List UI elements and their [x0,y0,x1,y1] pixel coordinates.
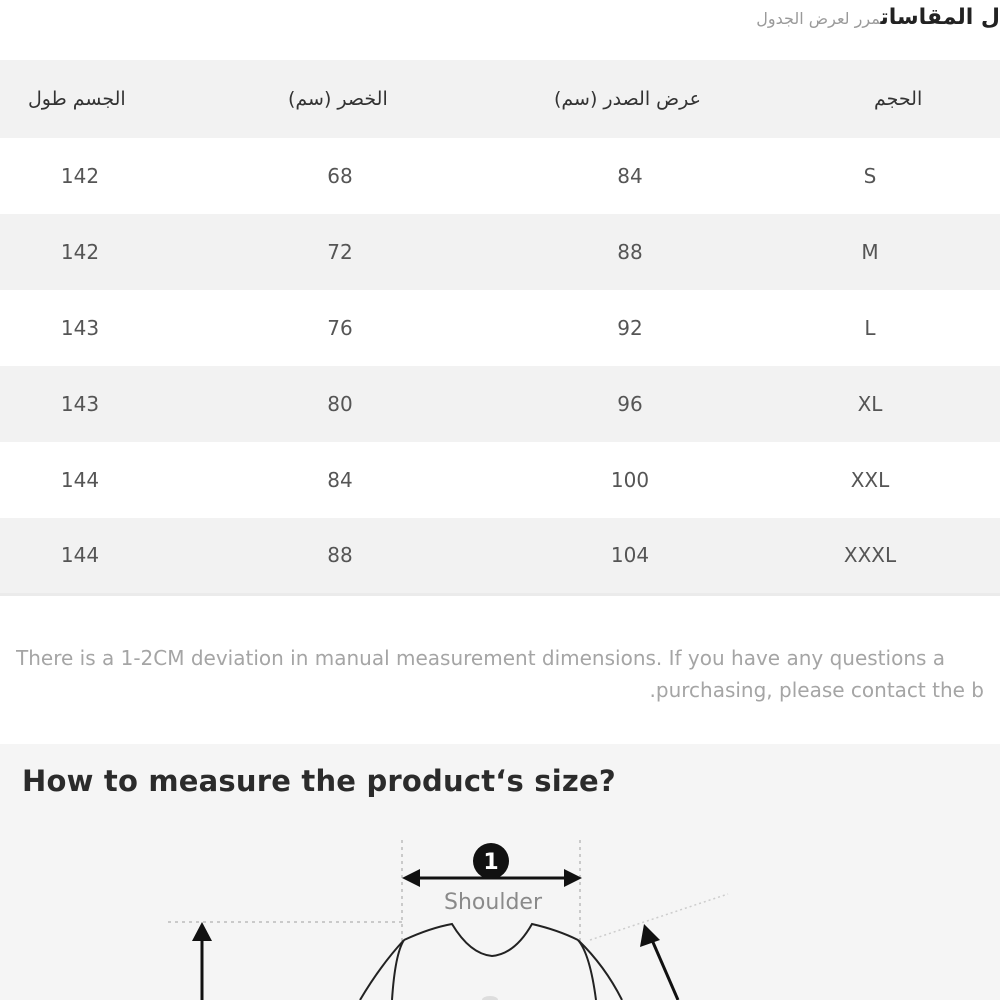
cell-size: XXXL [843,543,897,568]
header-waist: الخصر (سم) [288,88,388,110]
table-row [0,442,1000,518]
garment-left-armhole [392,940,404,1000]
header-chest-width: عرض الصدر (سم) [554,88,701,110]
header-body-length: الجسم طول [28,88,126,110]
measure-guide-panel [0,744,1000,1000]
cell-chest-width: 84 [617,164,643,188]
arrow-left-icon [402,869,420,887]
cell-waist: 88 [327,543,353,568]
number-badge-text: 1 [483,850,499,875]
cell-body-length: 143 [60,316,100,340]
cell-waist: 76 [327,316,353,340]
size-chart-title: ل المقاسات [880,5,1000,30]
cell-size: XL [857,392,883,416]
cell-body-length: 144 [60,468,100,492]
garment-left-sleeve [360,940,404,1000]
cell-body-length: 142 [60,240,100,264]
cell-body-length: 142 [60,164,100,188]
measurement-note-cont: .purchasing, please contact the b [649,678,984,702]
garment-button [482,996,498,1000]
shoulder-label: Shoulder [444,890,542,915]
table-row [0,214,1000,290]
cell-size: M [861,240,879,264]
cell-waist: 68 [327,164,353,188]
table-row [0,290,1000,366]
cell-size: S [863,164,877,188]
cell-size: XXL [850,468,890,492]
measurement-note: There is a 1-2CM deviation in manual measurement dimensions. If you have any questions a [16,646,946,670]
table-row [0,138,1000,214]
guide-title: How to measure the product‘s size? [22,764,616,798]
header-size: الحجم [874,88,923,110]
cell-waist: 72 [327,240,353,264]
cell-body-length: 144 [60,543,100,568]
table-row [0,366,1000,442]
sleeve-arrow-line [652,940,678,1000]
arrow-up-icon [192,922,212,941]
cell-size: L [864,316,876,340]
cell-chest-width: 88 [617,240,643,264]
garment-diagram [0,744,1000,1000]
page-header [0,0,1000,38]
cell-chest-width: 100 [610,468,650,492]
cell-waist: 80 [327,392,353,416]
sleeve-guide [590,894,728,940]
cell-waist: 84 [327,468,353,492]
cell-chest-width: 96 [617,392,643,416]
table-row [0,518,1000,594]
cell-chest-width: 104 [610,543,650,568]
table-header-row [0,60,1000,138]
cell-chest-width: 92 [617,316,643,340]
cell-body-length: 143 [60,392,100,416]
arrow-diagonal-icon [640,924,660,947]
garment-neckline [404,924,578,956]
title-wrap [756,0,1000,37]
size-table [0,60,1000,596]
scroll-hint: مرر لعرض الجدول [756,9,881,28]
